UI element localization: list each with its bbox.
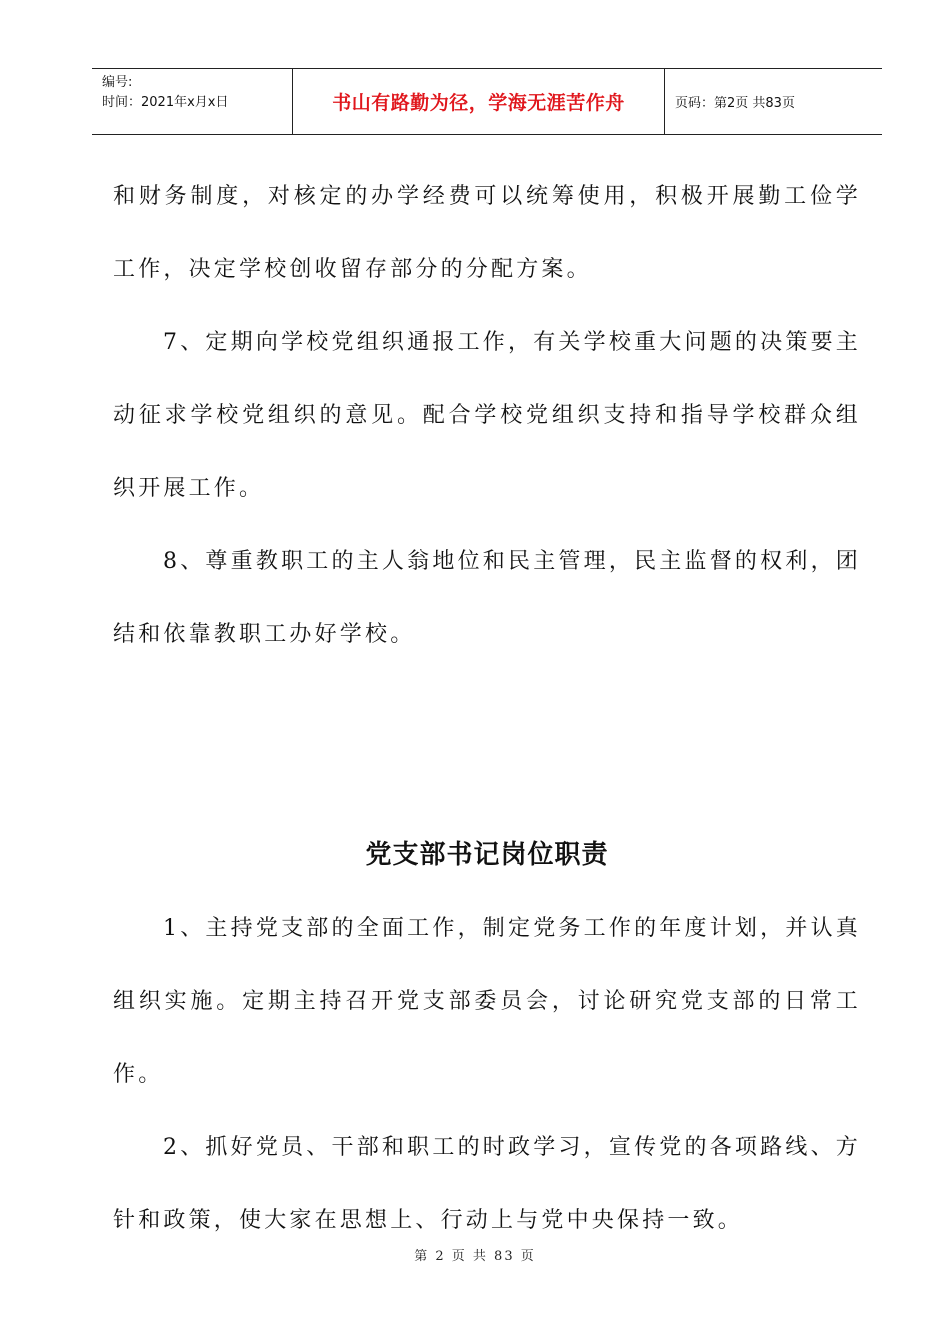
page-header: [92, 68, 882, 135]
header-motto: 书山有路勤为径，学海无涯苦作舟: [293, 69, 665, 134]
paragraph-item-8: 8、尊重教职工的主人翁地位和民主管理，民主监督的权利，团结和依靠教职工办好学校。: [113, 549, 861, 647]
paragraph-continuation: 和财务制度，对核定的办学经费可以统筹使用，积极开展勤工俭学工作，决定学校创收留存部分的分配方案。: [113, 184, 861, 282]
section-title: 党支部书记岗位职责: [365, 840, 609, 870]
header-page-number: 页码：第2页 共83页: [675, 96, 795, 111]
document-body: [113, 160, 861, 1257]
paragraph-duty-2: 2、抓好党员、干部和职工的时政学习，宣传党的各项路线、方针和政策，使大家在思想上、行动上与党中央保持一致。: [113, 1135, 861, 1233]
page-footer: 第 2 页 共 83 页: [414, 1249, 536, 1264]
document-number-label: 编号:: [102, 75, 133, 90]
paragraph-item-7: 7、定期向学校党组织通报工作，有关学校重大问题的决策要主动征求学校党组织的意见。配合学校党组织支持和指导学校群众组织开展工作。: [113, 330, 861, 501]
section-spacer: [113, 671, 861, 819]
paragraph-duty-1: 1、主持党支部的全面工作，制定党务工作的年度计划，并认真组织实施。定期主持召开党支部委员会，讨论研究党支部的日常工作。: [113, 916, 861, 1087]
header-meta-cell: [92, 69, 293, 134]
document-date: 时间：2021年x月x日: [102, 95, 229, 110]
